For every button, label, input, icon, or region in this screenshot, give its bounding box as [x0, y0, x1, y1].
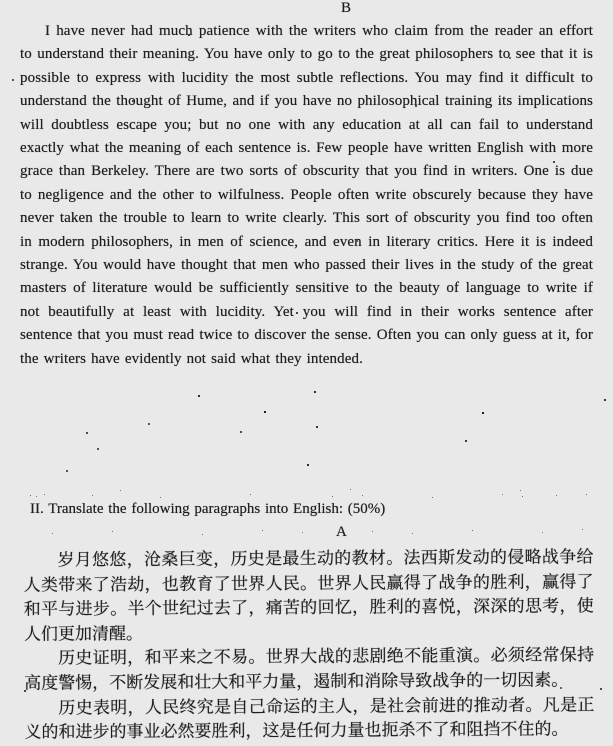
part-b-label: B [341, 0, 352, 16]
section-ii-instruction: II. Translate the following paragraphs into English: (50%) [30, 501, 386, 517]
chinese-paragraph-1: 岁月悠悠，沧桑巨变，历史是最生动的教材。法西斯发动的侵略战争给人类带来了浩劫，也教育了世界人民。世界人民赢得了战争的胜利，赢得了和平与进步。半个世纪过去了，痛苦的回忆，胜利的喜悦，深深的思考，使人们更加清醒。 [23, 547, 594, 645]
english-passage: I have never had much patience with the writers who claim from the reader an effort to understand their meaning. You have only to go to the great philosophers to see that it is possible to express with lucidity the most subtle reflections. You may find it difficult to understand the thought of Hume, and if you have no philosophical training its implications will doubtless escape you; but no one with any education at all can fail to understand exactly what the meaning of each sentence is. Few people have written English with more grace than Berkeley. There are two sorts of obscurity that you find in writers. One is due to negligence and the other to wilfulness. People often write obscurely because they have never taken the trouble to learn to write clearly. This sort of obscurity you find too often in modern philosophers, in men of science, and even in literary critics. Here it is indeed strange. You would have thought that men who passed their lives in the study of the great masters of literature would be sufficiently sensitive to the beauty of language to write if not beautifully at least with lucidity. Yet you will find in their works sentence after sentence that you must read twice to discover the sense. Often you can only guess at it, for the writers have evidently not said what they intended. [20, 23, 593, 367]
part-a-label: A [336, 524, 347, 540]
chinese-paragraph-3: 历史表明，人民终究是自己命运的主人，是社会前进的推动者。凡是正义的和进步的事业必然要胜利，这是任何力量也扼杀不了和阻挡不住的。 [24, 694, 595, 743]
chinese-paragraph-2: 历史证明，和平来之不易。世界大战的悲剧绝不能重演。必须经常保持高度警惕，不断发展和壮大和平力量，遏制和消除导致战争的一切因素。 [24, 645, 595, 694]
chinese-passage [23, 545, 594, 745]
scan-noise-row-lower [0, 0, 1, 1]
